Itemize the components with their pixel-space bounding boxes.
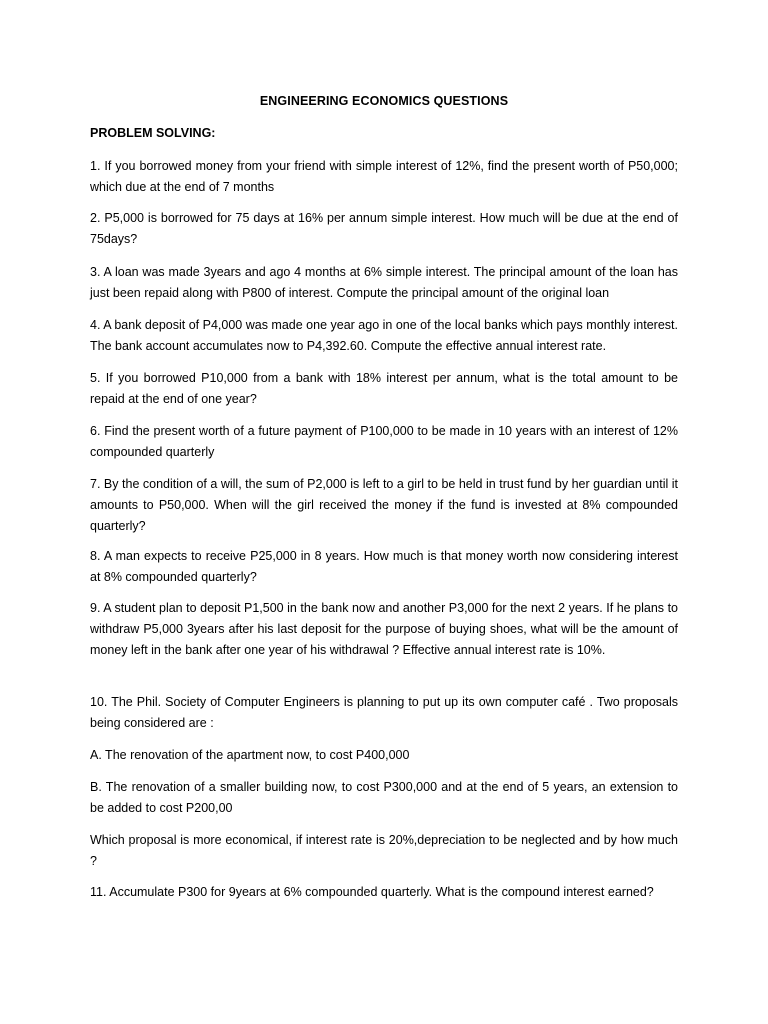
question-2: 2. P5,000 is borrowed for 75 days at 16% per annum simple interest. How much will be due at the end of 75days? xyxy=(90,211,678,246)
question-11: 11. Accumulate P300 for 9years at 6% compounded quarterly. What is the compound interest earned? xyxy=(90,885,654,899)
question-9: 9. A student plan to deposit P1,500 in the bank now and another P3,000 for the next 2 years. If he plans to withdraw P5,000 3years after his last deposit for the purpose of buying shoes, what will be the amount of money left in the bank after one year of his withdrawal ? Effective annual interest rate is 10%. xyxy=(90,601,678,657)
document-title: ENGINEERING ECONOMICS QUESTIONS xyxy=(259,94,509,108)
question-7: 7. By the condition of a will, the sum of P2,000 is left to a girl to be held in trust fund by her guardian until it amounts to P50,000. When will the girl received the money if the fund is invested at 8% compounded quarterly? xyxy=(90,477,678,533)
question-10-followup: Which proposal is more economical, if interest rate is 20%,depreciation to be neglected and by how much ? xyxy=(90,833,678,868)
section-heading: PROBLEM SOLVING: xyxy=(90,126,216,140)
question-4: 4. A bank deposit of P4,000 was made one year ago in one of the local banks which pays monthly interest. The bank account accumulates now to P4,392.60. Compute the effective annual interest rate. xyxy=(90,318,678,353)
question-8: 8. A man expects to receive P25,000 in 8 years. How much is that money worth now considering interest at 8% compounded quarterly? xyxy=(90,549,678,584)
proposal-b: B. The renovation of a smaller building now, to cost P300,000 and at the end of 5 years, an extension to be added to cost P200,00 xyxy=(90,780,678,815)
question-5: 5. If you borrowed P10,000 from a bank with 18% interest per annum, what is the total amount to be repaid at the end of one year? xyxy=(90,371,678,406)
proposal-a: A. The renovation of the apartment now, to cost P400,000 xyxy=(90,748,410,762)
question-1: 1. If you borrowed money from your friend with simple interest of 12%, find the present worth of P50,000; which due at the end of 7 months xyxy=(90,159,678,194)
question-10: 10. The Phil. Society of Computer Engineers is planning to put up its own computer café . Two proposals being considered are : xyxy=(90,695,678,730)
question-6: 6. Find the present worth of a future payment of P100,000 to be made in 10 years with an interest of 12% compounded quarterly xyxy=(90,424,678,459)
question-3: 3. A loan was made 3years and ago 4 months at 6% simple interest. The principal amount of the loan has just been repaid along with P800 of interest. Compute the principal amount of the original loan xyxy=(90,265,678,300)
